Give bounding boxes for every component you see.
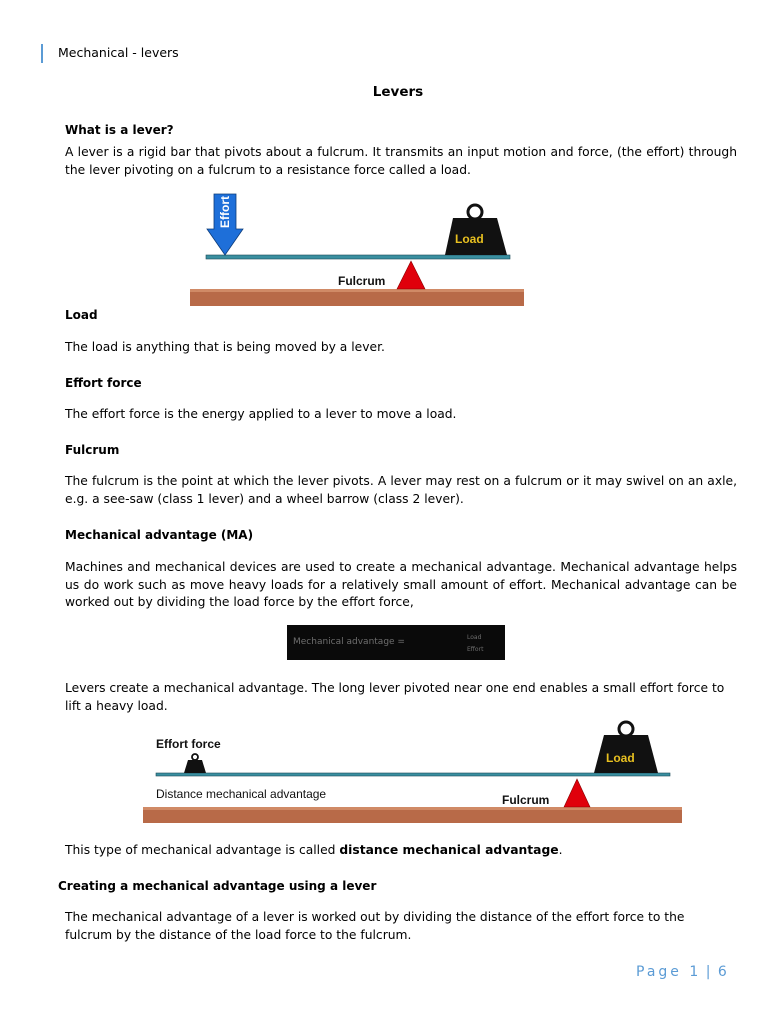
effort-weight	[184, 760, 206, 773]
fulcrum-label: Fulcrum	[502, 793, 550, 807]
load-handle	[619, 722, 633, 736]
lever-diagram-distance-ma	[140, 720, 686, 826]
fulcrum-triangle	[564, 779, 590, 807]
page-title: Levers	[372, 84, 424, 100]
page-total: 6	[717, 964, 727, 980]
distance-ma-label: Distance mechanical advantage	[156, 787, 327, 801]
ground-highlight	[190, 289, 524, 292]
formula-denominator: Effort	[467, 646, 484, 653]
running-header: Mechanical - levers	[58, 45, 179, 60]
paragraph-levers-create-ma: Levers create a mechanical advantage. The long lever pivoted near one end enables a small effort force to lift a heavy load.	[65, 681, 725, 713]
mechanical-advantage-formula	[287, 625, 505, 660]
paragraph-mechanical-advantage: Machines and mechanical devices are used to create a mechanical advantage. Mechanical advantage helps us do work such as move heavy loads for a relatively small amount of effort. Mechanical advantage can be worked out by dividing the load force by the effort force,	[65, 560, 737, 609]
page-number: 1	[689, 964, 699, 980]
text-segment: This type of mechanical advantage is called	[65, 843, 340, 857]
heading-fulcrum: Fulcrum	[65, 443, 120, 457]
text-segment: .	[558, 843, 563, 857]
page-word: Page	[636, 964, 682, 980]
load-handle	[468, 205, 482, 219]
formula-lhs: Mechanical advantage =	[293, 637, 405, 647]
heading-what-is-a-lever: What is a lever?	[65, 123, 174, 137]
paragraph-effort-force: The effort force is the energy applied to a lever to move a load.	[65, 407, 457, 421]
page-footer	[636, 964, 727, 980]
ground-highlight	[143, 807, 682, 810]
heading-creating-ma: Creating a mechanical advantage using a lever	[58, 879, 377, 893]
effort-force-label: Effort force	[156, 737, 221, 751]
heading-load: Load	[65, 308, 98, 322]
lever-diagram-basic	[185, 192, 530, 310]
effort-weight-handle	[192, 754, 198, 760]
paragraph-what-is-a-lever: A lever is a rigid bar that pivots about a fulcrum. It transmits an input motion and force, (the effort) through the lever pivoting on a fulcrum to a resistance force called a load.	[65, 145, 737, 177]
paragraph-fulcrum: The fulcrum is the point at which the lever pivots. A lever may rest on a fulcrum or it may swivel on an axle, e.g. a see-saw (class 1 lever) and a wheel barrow (class 2 lever).	[65, 474, 737, 506]
paragraph-load: The load is anything that is being moved by a lever.	[65, 340, 385, 354]
load-label: Load	[606, 751, 635, 765]
formula-numerator: Load	[467, 634, 482, 641]
fulcrum-label: Fulcrum	[338, 274, 386, 288]
effort-label: Effort	[218, 196, 232, 228]
paragraph-distance-ma	[65, 842, 737, 860]
page-separator: |	[705, 964, 711, 980]
header-accent-bar	[41, 44, 43, 63]
lever-beam	[206, 255, 510, 259]
paragraph-creating-ma: The mechanical advantage of a lever is worked out by dividing the distance of the effort force to the fulcrum by the distance of the load force to the fulcrum.	[65, 910, 685, 942]
load-label: Load	[455, 232, 484, 246]
lever-beam	[156, 773, 670, 776]
heading-mechanical-advantage: Mechanical advantage (MA)	[65, 528, 254, 542]
fulcrum-triangle	[397, 261, 425, 289]
bold-term: distance mechanical advantage	[339, 843, 559, 857]
heading-effort-force: Effort force	[65, 376, 142, 390]
